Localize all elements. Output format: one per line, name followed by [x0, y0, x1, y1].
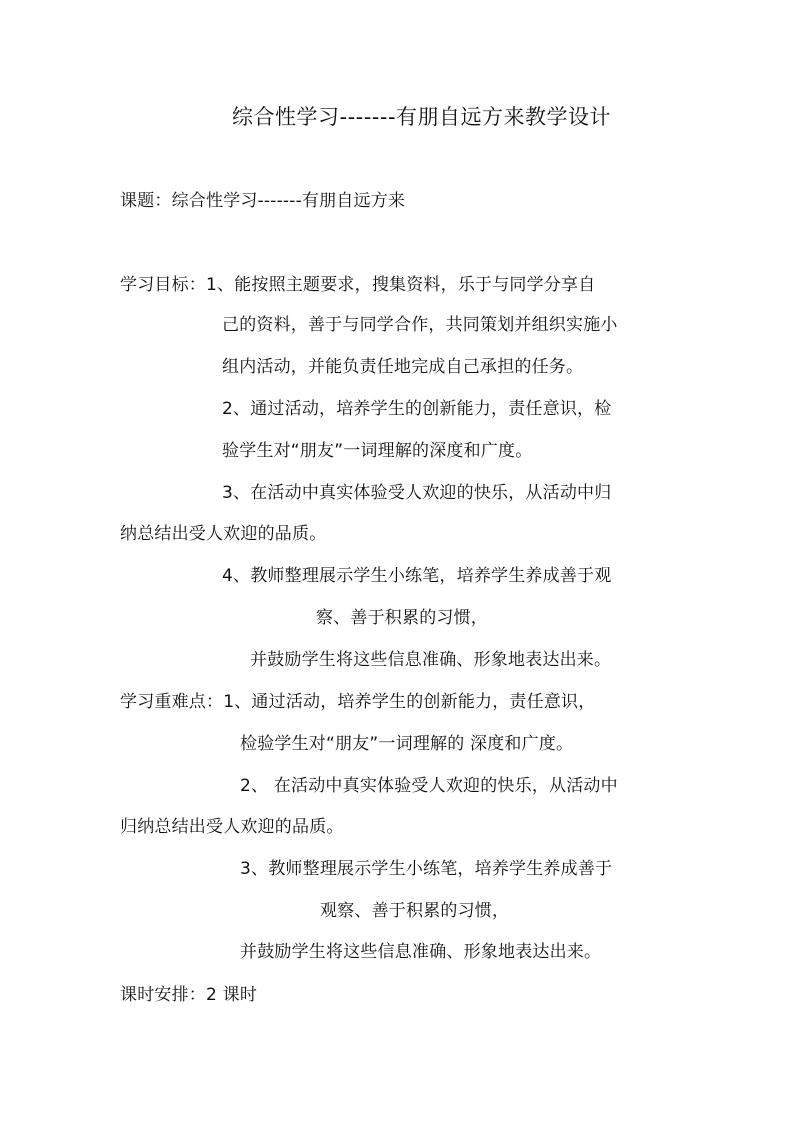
objectives-line: 2、通过活动，培养学生的创新能力，责任意识，检 [222, 399, 612, 419]
key-points-line: 学习重难点：1、通过活动，培养学生的创新能力，责任意识， [120, 692, 596, 712]
key-points-line: 2、 在活动中真实体验受人欢迎的快乐，从活动中 [240, 776, 618, 796]
key-points-line: 并鼓励学生将这些信息准确、形象地表达出来。 [240, 942, 602, 962]
key-points-line: 3、教师整理展示学生小练笔，培养学生养成善于 [240, 859, 613, 879]
objectives-line: 学习目标：1、能按照主题要求，搜集资料，乐于与同学分享自 [120, 275, 596, 295]
objectives-line: 3、在活动中真实体验受人欢迎的快乐，从活动中归 [222, 483, 612, 503]
schedule-line: 课时安排：2 课时 [120, 985, 258, 1005]
key-points-line: 归纳总结出受人欢迎的品质。 [120, 817, 344, 837]
objectives-line: 己的资料，善于与同学合作，共同策划并组织实施小 [222, 315, 618, 335]
objectives-line: 组内活动，并能负责任地完成自己承担的任务。 [222, 357, 584, 377]
key-points-line: 观察、善于积累的习惯， [320, 901, 510, 921]
document-title: 综合性学习-------有朋自远方来教学设计 [232, 105, 612, 129]
subject-line: 课题：综合性学习-------有朋自远方来 [120, 191, 406, 211]
key-points-line: 检验学生对“朋友”一词理解的 深度和广度。 [240, 734, 574, 754]
objectives-line: 4、教师整理展示学生小练笔，培养学生养成善于观 [222, 566, 612, 586]
objectives-line: 察、善于积累的习惯， [316, 608, 488, 628]
objectives-line: 纳总结出受人欢迎的品质。 [120, 524, 327, 544]
objectives-line: 验学生对“朋友”一词理解的深度和广度。 [222, 441, 533, 461]
objectives-line: 并鼓励学生将这些信息准确、形象地表达出来。 [250, 650, 612, 670]
